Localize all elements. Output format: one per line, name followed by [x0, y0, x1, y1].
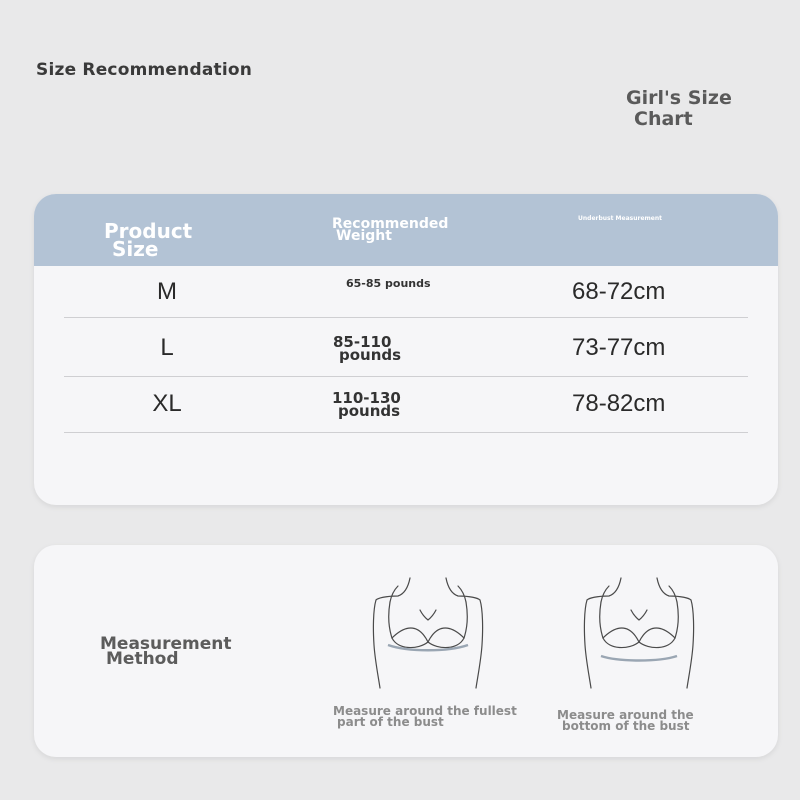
method-title-line1: Measurement	[100, 634, 232, 654]
method-title	[100, 634, 232, 669]
chart-title-line1: Girl's Size	[626, 87, 732, 109]
chart-title-line2: Chart	[634, 108, 693, 130]
row-m-size: M	[157, 278, 177, 305]
chart-title	[626, 88, 732, 130]
fig2-caption	[557, 710, 694, 732]
bust-bottom-diagram-icon	[579, 570, 699, 690]
bust-fullest-diagram-icon	[368, 570, 488, 690]
header-underbust: Underbust Measurement	[578, 215, 662, 222]
row-l-weight-line2: pounds	[339, 346, 402, 364]
measurement-method-card	[34, 545, 778, 757]
row-divider	[64, 432, 748, 433]
fig1-caption-line2: part of the bust	[337, 715, 444, 729]
fig2-caption-line1: Measure around the	[557, 708, 694, 722]
header-recommended-weight	[332, 218, 448, 242]
fig1-caption-line1: Measure around the fullest	[333, 704, 517, 718]
fig1-caption	[333, 706, 517, 728]
header-weight-line2: Weight	[336, 228, 392, 244]
row-xl-size: XL	[152, 390, 182, 417]
page-title: Size Recommendation	[36, 60, 253, 80]
row-divider	[64, 317, 748, 318]
row-l-size: L	[160, 334, 174, 361]
header-product-size-line2: Size	[112, 237, 159, 261]
row-m-weight: 65-85 pounds	[346, 277, 431, 290]
row-xl-underbust: 78-82cm	[572, 390, 666, 417]
row-l-weight-line1: 85-110	[333, 333, 392, 351]
row-xl-weight	[332, 389, 401, 420]
row-xl-weight-line2: pounds	[338, 402, 401, 420]
header-weight-line1: Recommended	[332, 216, 449, 232]
header-product-size	[104, 219, 193, 261]
fig2-caption-line2: bottom of the bust	[562, 719, 690, 733]
row-l-weight	[333, 333, 402, 364]
row-divider	[64, 376, 748, 377]
row-xl-weight-line1: 110-130	[332, 389, 401, 407]
method-title-line2: Method	[106, 649, 179, 669]
row-l-underbust: 73-77cm	[572, 334, 666, 361]
size-table-card	[34, 194, 778, 505]
header-product-size-line1: Product	[104, 219, 193, 243]
row-m-underbust: 68-72cm	[572, 278, 666, 305]
